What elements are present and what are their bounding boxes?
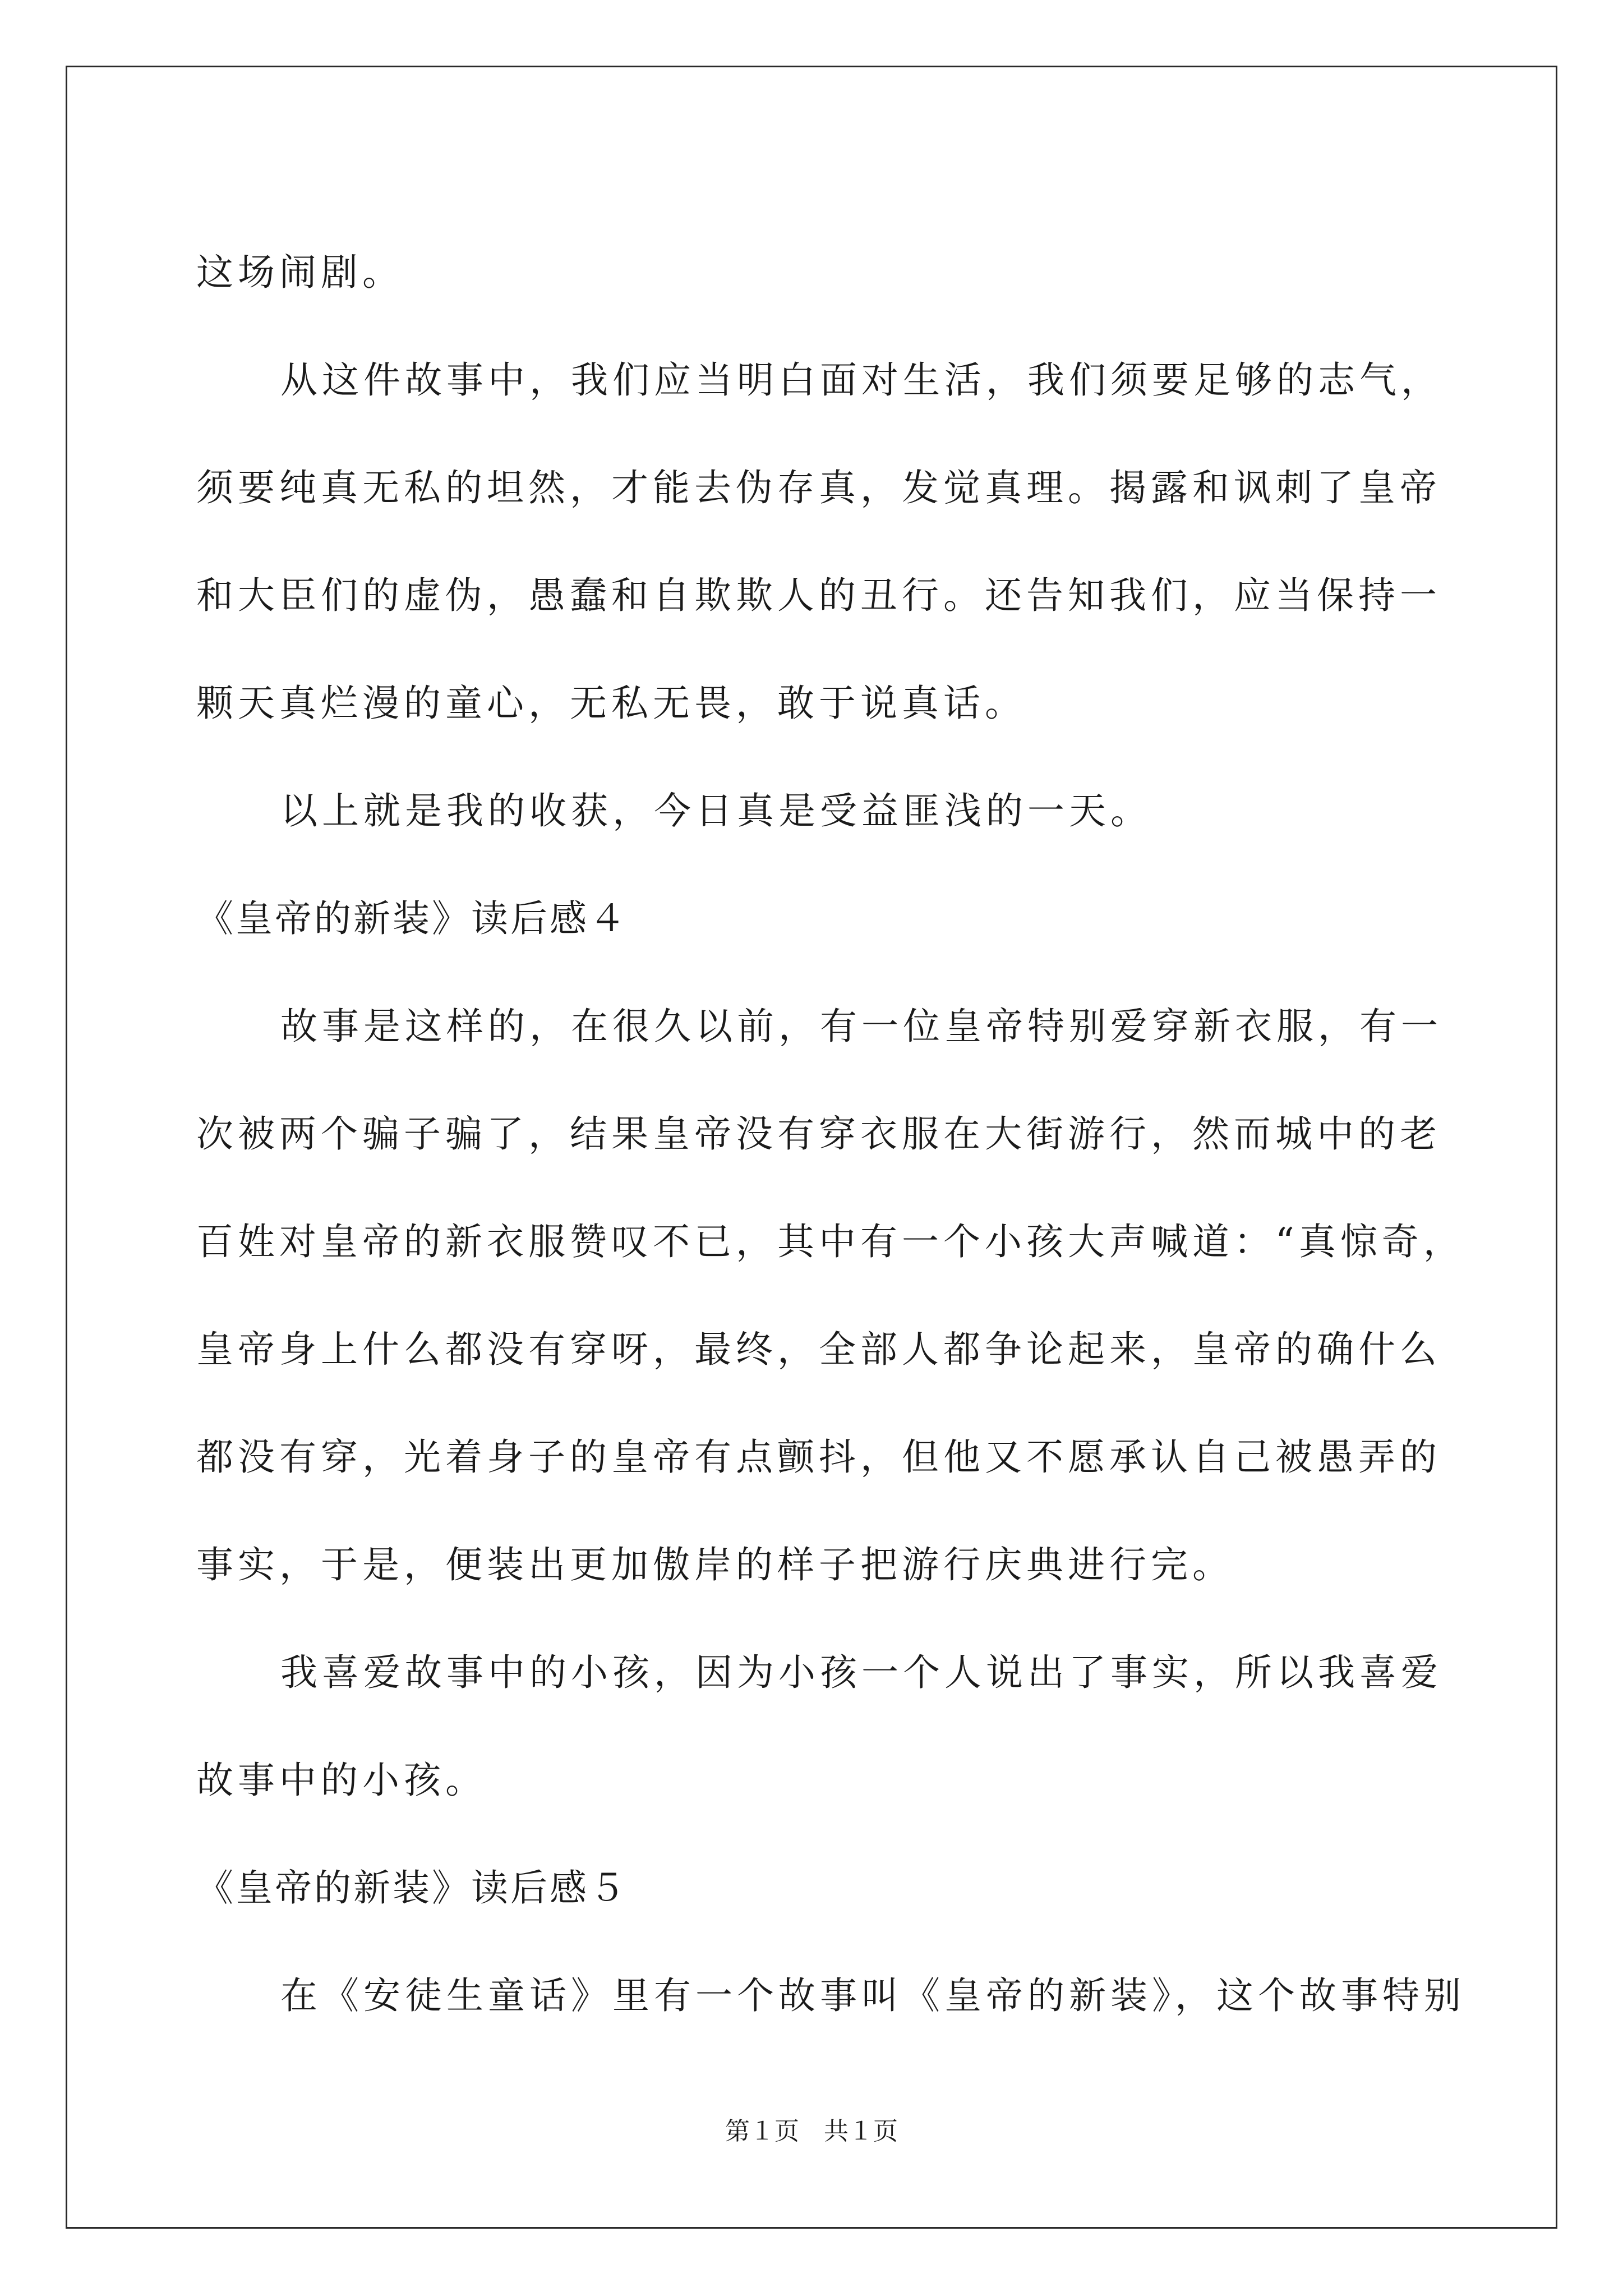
text-line: 在《安徒生童话》里有一个故事叫《皇帝的新装》，这个故事特别 xyxy=(280,1974,1465,2017)
section-heading: 《皇帝的新装》读后感４ xyxy=(196,897,628,940)
text-line: 从这件故事中，我们应当明白面对生活，我们须要足够的志气， xyxy=(280,358,1442,402)
text-line: 和大臣们的虚伪，愚蠢和自欺欺人的丑行。还告知我们，应当保持一 xyxy=(196,574,1441,617)
text-line: 故事中的小孩。 xyxy=(196,1759,487,1802)
page-number-footer: 第１页 共１页 xyxy=(725,2117,898,2146)
text-line: 颗天真烂漫的童心，无私无畏，敢于说真话。 xyxy=(196,682,1026,725)
text-line: 这场闹剧。 xyxy=(196,251,404,294)
text-line: 我喜爱故事中的小孩，因为小孩一个人说出了事实，所以我喜爱 xyxy=(280,1651,1442,1694)
text-line: 皇帝身上什么都没有穿呀，最终，全部人都争论起来，皇帝的确什么 xyxy=(196,1328,1441,1371)
text-line: 都没有穿，光着身子的皇帝有点颤抖，但他又不愿承认自己被愚弄的 xyxy=(196,1435,1441,1479)
document-body xyxy=(196,219,1465,2050)
text-line: 故事是这样的，在很久以前，有一位皇帝特别爱穿新衣服，有一 xyxy=(280,1005,1442,1048)
text-line: 事实，于是，便装出更加傲岸的样子把游行庆典进行完。 xyxy=(196,1543,1234,1586)
text-line: 百姓对皇帝的新衣服赞叹不已，其中有一个小孩大声喊道：“真惊奇， xyxy=(196,1220,1465,1263)
section-heading: 《皇帝的新装》读后感５ xyxy=(196,1866,628,1910)
text-line: 以上就是我的收获，今日真是受益匪浅的一天。 xyxy=(280,789,1152,832)
text-line: 次被两个骗子骗了，结果皇帝没有穿衣服在大街游行，然而城中的老 xyxy=(196,1112,1441,1156)
text-line: 须要纯真无私的坦然，才能去伪存真，发觉真理。揭露和讽刺了皇帝 xyxy=(196,466,1441,509)
